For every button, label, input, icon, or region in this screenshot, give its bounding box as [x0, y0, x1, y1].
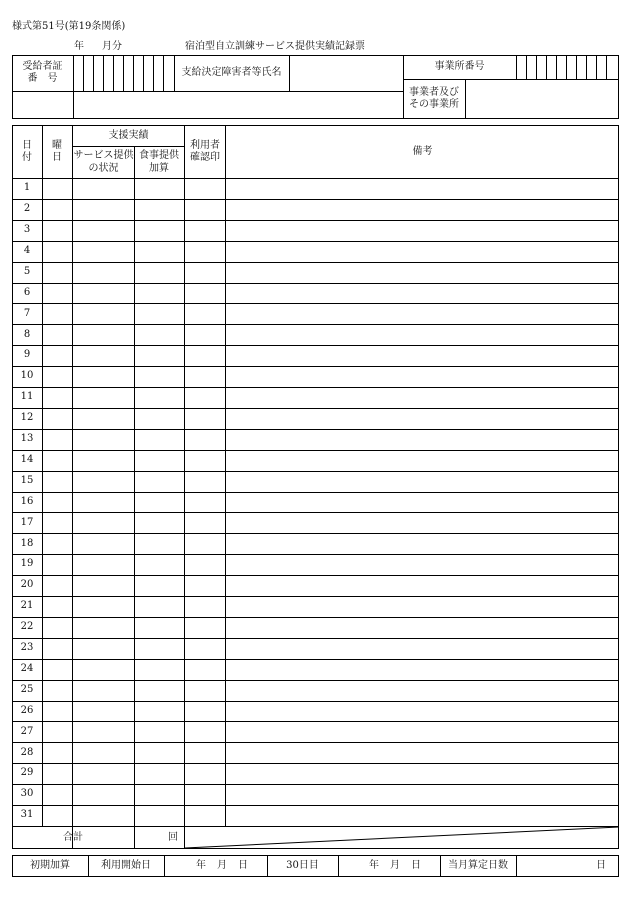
remarks-cell[interactable] — [227, 179, 619, 199]
weekday-cell[interactable] — [43, 618, 72, 638]
remarks-cell[interactable] — [227, 221, 619, 241]
meal-cell[interactable] — [135, 785, 184, 805]
service-status-cell[interactable] — [73, 722, 134, 742]
meal-cell[interactable] — [135, 367, 184, 387]
user-confirm-cell[interactable] — [186, 409, 225, 429]
meal-cell[interactable] — [135, 513, 184, 533]
day-number: 8 — [23, 328, 31, 340]
user-confirm-cell[interactable] — [186, 743, 225, 763]
disabled-name-field[interactable] — [289, 55, 403, 91]
user-confirm-cell[interactable] — [186, 284, 225, 304]
service-status-cell[interactable] — [73, 555, 134, 575]
start-day-label: 日 — [238, 860, 248, 871]
weekday-cell[interactable] — [43, 346, 72, 366]
user-confirm-cell[interactable] — [186, 325, 225, 345]
weekday-cell[interactable] — [43, 430, 72, 450]
meal-cell[interactable] — [135, 221, 184, 241]
day-number: 12 — [20, 412, 34, 424]
form-title: 宿泊型自立訓練サービス提供実績記録票 — [185, 41, 365, 52]
remarks-cell[interactable] — [227, 451, 619, 471]
user-confirm-cell[interactable] — [186, 597, 225, 617]
user-confirm-cell[interactable] — [186, 681, 225, 701]
service-status-cell[interactable] — [73, 242, 134, 262]
day-number: 20 — [20, 579, 34, 591]
meal-cell[interactable] — [135, 555, 184, 575]
user-confirm-cell[interactable] — [186, 200, 225, 220]
meal-cell[interactable] — [135, 346, 184, 366]
user-confirm-cell[interactable] — [186, 576, 225, 596]
meal-cell[interactable] — [135, 764, 184, 784]
remarks-cell[interactable] — [227, 597, 619, 617]
meal-cell[interactable] — [135, 304, 184, 324]
weekday-cell[interactable] — [43, 702, 72, 722]
provider-field[interactable] — [465, 79, 619, 119]
meal-cell[interactable] — [135, 263, 184, 283]
office-number-field[interactable] — [516, 55, 619, 79]
meal-cell[interactable] — [135, 409, 184, 429]
meal-cell[interactable] — [135, 681, 184, 701]
day-number: 16 — [20, 495, 34, 507]
meal-cell[interactable] — [135, 242, 184, 262]
user-confirm-cell[interactable] — [186, 722, 225, 742]
weekday-cell[interactable] — [43, 639, 72, 659]
service-status-cell[interactable] — [73, 576, 134, 596]
meal-cell[interactable] — [135, 179, 184, 199]
remarks-cell[interactable] — [227, 534, 619, 554]
day30-label: 30日目 — [286, 859, 319, 871]
day-number: 30 — [20, 788, 34, 800]
user-confirm-cell[interactable] — [186, 534, 225, 554]
weekday-cell[interactable] — [43, 764, 72, 784]
service-status-cell[interactable] — [73, 472, 134, 492]
user-confirm-cell[interactable] — [186, 263, 225, 283]
day30-month-label: 月 — [390, 860, 400, 871]
day-number: 26 — [20, 704, 34, 716]
service-status-cell[interactable] — [73, 263, 134, 283]
service-status-cell[interactable] — [73, 513, 134, 533]
meal-cell[interactable] — [135, 660, 184, 680]
service-status-cell[interactable] — [73, 597, 134, 617]
service-status-cell[interactable] — [73, 200, 134, 220]
remarks-cell[interactable] — [227, 430, 619, 450]
user-confirm-cell[interactable] — [186, 430, 225, 450]
remarks-cell[interactable] — [227, 764, 619, 784]
remarks-cell[interactable] — [227, 263, 619, 283]
day-number: 17 — [20, 516, 34, 528]
service-status-cell[interactable] — [73, 743, 134, 763]
weekday-cell[interactable] — [43, 493, 72, 513]
user-confirm-cell[interactable] — [186, 513, 225, 533]
meal-cell[interactable] — [135, 597, 184, 617]
service-status-cell[interactable] — [73, 785, 134, 805]
remarks-cell[interactable] — [227, 200, 619, 220]
user-confirm-cell[interactable] — [186, 660, 225, 680]
total-label: 合計 — [63, 831, 83, 843]
day-number: 3 — [23, 223, 31, 235]
remarks-cell[interactable] — [227, 284, 619, 304]
col-service-status: サービス提供 の状況 — [73, 150, 134, 174]
col-support-group: 支援実績 — [108, 129, 149, 141]
service-status-cell[interactable] — [73, 764, 134, 784]
remarks-cell[interactable] — [227, 681, 619, 701]
meal-cell[interactable] — [135, 576, 184, 596]
remarks-cell[interactable] — [227, 743, 619, 763]
weekday-cell[interactable] — [43, 576, 72, 596]
remarks-cell[interactable] — [227, 304, 619, 324]
day-number: 21 — [20, 600, 34, 612]
day-number: 19 — [20, 558, 34, 570]
initial-addition-label: 初期加算 — [30, 859, 70, 871]
day-number: 23 — [20, 642, 34, 654]
col-date: 日 付 — [22, 139, 32, 163]
meal-cell[interactable] — [135, 618, 184, 638]
weekday-cell[interactable] — [43, 555, 72, 575]
service-status-cell[interactable] — [73, 681, 134, 701]
service-status-cell[interactable] — [73, 179, 134, 199]
weekday-cell[interactable] — [43, 179, 72, 199]
remarks-cell[interactable] — [227, 367, 619, 387]
user-confirm-cell[interactable] — [186, 367, 225, 387]
remarks-cell[interactable] — [227, 472, 619, 492]
user-confirm-cell[interactable] — [186, 618, 225, 638]
service-status-cell[interactable] — [73, 639, 134, 659]
day-number: 5 — [23, 265, 31, 277]
service-status-cell[interactable] — [73, 618, 134, 638]
remarks-cell[interactable] — [227, 513, 619, 533]
day-number: 7 — [23, 307, 31, 319]
remarks-cell[interactable] — [227, 555, 619, 575]
day-number: 2 — [23, 203, 31, 215]
service-status-cell[interactable] — [73, 346, 134, 366]
user-confirm-cell[interactable] — [186, 451, 225, 471]
day30-year-label: 年 — [369, 860, 379, 871]
service-status-cell[interactable] — [73, 367, 134, 387]
remarks-cell[interactable] — [227, 409, 619, 429]
form-number: 様式第51号(第19条関係) — [12, 21, 126, 32]
col-meal: 食事提供 加算 — [139, 150, 179, 174]
recipient-number-field[interactable] — [73, 55, 173, 91]
start-year-label: 年 — [196, 860, 206, 871]
month-label: 月分 — [102, 41, 122, 52]
service-status-cell[interactable] — [73, 409, 134, 429]
meal-cell[interactable] — [135, 472, 184, 492]
weekday-cell[interactable] — [43, 409, 72, 429]
service-status-cell[interactable] — [73, 534, 134, 554]
service-status-cell[interactable] — [73, 451, 134, 471]
weekday-cell[interactable] — [43, 451, 72, 471]
service-status-cell[interactable] — [73, 702, 134, 722]
weekday-cell[interactable] — [43, 597, 72, 617]
start-month-label: 月 — [217, 860, 227, 871]
meal-cell[interactable] — [135, 722, 184, 742]
meal-cell[interactable] — [135, 430, 184, 450]
user-confirm-cell[interactable] — [186, 785, 225, 805]
meal-cell[interactable] — [135, 702, 184, 722]
weekday-cell[interactable] — [43, 472, 72, 492]
remarks-cell[interactable] — [227, 722, 619, 742]
day-number: 4 — [23, 244, 31, 256]
meal-cell[interactable] — [135, 493, 184, 513]
user-confirm-cell[interactable] — [186, 346, 225, 366]
user-confirm-cell[interactable] — [186, 388, 225, 408]
user-confirm-cell[interactable] — [186, 555, 225, 575]
day-number: 13 — [20, 433, 34, 445]
day-number: 31 — [20, 809, 34, 821]
remarks-cell[interactable] — [227, 493, 619, 513]
weekday-cell[interactable] — [43, 681, 72, 701]
recipient-number-label: 受給者証 番 号 — [22, 60, 63, 84]
meal-cell[interactable] — [135, 534, 184, 554]
user-confirm-cell[interactable] — [186, 242, 225, 262]
weekday-cell[interactable] — [43, 325, 72, 345]
user-confirm-cell[interactable] — [186, 472, 225, 492]
service-status-cell[interactable] — [73, 284, 134, 304]
day-number: 9 — [23, 349, 31, 361]
day-number: 10 — [20, 370, 34, 382]
weekday-cell[interactable] — [43, 722, 72, 742]
weekday-cell[interactable] — [43, 534, 72, 554]
weekday-cell[interactable] — [43, 200, 72, 220]
weekday-cell[interactable] — [43, 242, 72, 262]
day-number: 6 — [23, 286, 31, 298]
day-number: 15 — [20, 474, 34, 486]
service-status-cell[interactable] — [73, 221, 134, 241]
user-confirm-cell[interactable] — [186, 221, 225, 241]
user-confirm-cell[interactable] — [186, 304, 225, 324]
start-date-label: 利用開始日 — [101, 859, 151, 871]
remarks-cell[interactable] — [227, 242, 619, 262]
day-number: 18 — [20, 537, 34, 549]
weekday-cell[interactable] — [43, 660, 72, 680]
weekday-cell[interactable] — [43, 743, 72, 763]
remarks-cell[interactable] — [227, 325, 619, 345]
day-number: 27 — [20, 725, 34, 737]
times-label: 回 — [168, 831, 178, 843]
remarks-cell[interactable] — [227, 785, 619, 805]
meal-cell[interactable] — [135, 639, 184, 659]
remarks-cell[interactable] — [227, 388, 619, 408]
user-confirm-cell[interactable] — [186, 702, 225, 722]
year-label: 年 — [74, 41, 84, 52]
day-number: 24 — [20, 662, 34, 674]
remarks-cell[interactable] — [227, 576, 619, 596]
remarks-cell[interactable] — [227, 639, 619, 659]
weekday-cell[interactable] — [43, 263, 72, 283]
service-status-cell[interactable] — [73, 388, 134, 408]
day-number: 22 — [20, 621, 34, 633]
day-number: 28 — [20, 746, 34, 758]
provider-label: 事業者及び その事業所 — [409, 86, 459, 110]
meal-cell[interactable] — [135, 388, 184, 408]
day-number: 14 — [20, 453, 34, 465]
service-status-cell[interactable] — [73, 325, 134, 345]
day-number: 11 — [20, 391, 34, 403]
remarks-cell[interactable] — [227, 346, 619, 366]
day-number: 1 — [23, 182, 31, 194]
weekday-cell[interactable] — [43, 304, 72, 324]
col-user-confirm: 利用者 確認印 — [190, 139, 220, 163]
remarks-cell[interactable] — [227, 702, 619, 722]
weekday-cell[interactable] — [43, 806, 72, 826]
meal-cell[interactable] — [135, 284, 184, 304]
weekday-cell[interactable] — [43, 367, 72, 387]
meal-cell[interactable] — [135, 451, 184, 471]
weekday-cell[interactable] — [43, 785, 72, 805]
user-confirm-cell[interactable] — [186, 806, 225, 826]
user-confirm-cell[interactable] — [186, 493, 225, 513]
remarks-cell[interactable] — [227, 660, 619, 680]
meal-cell[interactable] — [135, 200, 184, 220]
day30-day-label: 日 — [411, 860, 421, 871]
service-status-cell[interactable] — [73, 493, 134, 513]
service-status-cell[interactable] — [73, 660, 134, 680]
service-status-cell[interactable] — [73, 304, 134, 324]
meal-cell[interactable] — [135, 325, 184, 345]
meal-cell[interactable] — [135, 806, 184, 826]
weekday-cell[interactable] — [43, 221, 72, 241]
col-remarks: 備考 — [412, 145, 433, 157]
day-number: 25 — [20, 683, 34, 695]
month-days-unit: 日 — [596, 860, 606, 871]
user-confirm-cell[interactable] — [186, 179, 225, 199]
weekday-cell[interactable] — [43, 388, 72, 408]
service-status-cell[interactable] — [73, 430, 134, 450]
service-status-cell[interactable] — [73, 806, 134, 826]
office-number-label: 事業所番号 — [434, 60, 485, 72]
remarks-cell[interactable] — [227, 806, 619, 826]
weekday-cell[interactable] — [43, 513, 72, 533]
user-confirm-cell[interactable] — [186, 639, 225, 659]
disabled-name-label: 支給決定障害者等氏名 — [181, 66, 282, 78]
user-confirm-cell[interactable] — [186, 764, 225, 784]
month-days-label: 当月算定日数 — [448, 859, 508, 871]
meal-cell[interactable] — [135, 743, 184, 763]
weekday-cell[interactable] — [43, 284, 72, 304]
remarks-cell[interactable] — [227, 618, 619, 638]
col-weekday: 曜 日 — [52, 139, 62, 163]
day-number: 29 — [20, 767, 34, 779]
